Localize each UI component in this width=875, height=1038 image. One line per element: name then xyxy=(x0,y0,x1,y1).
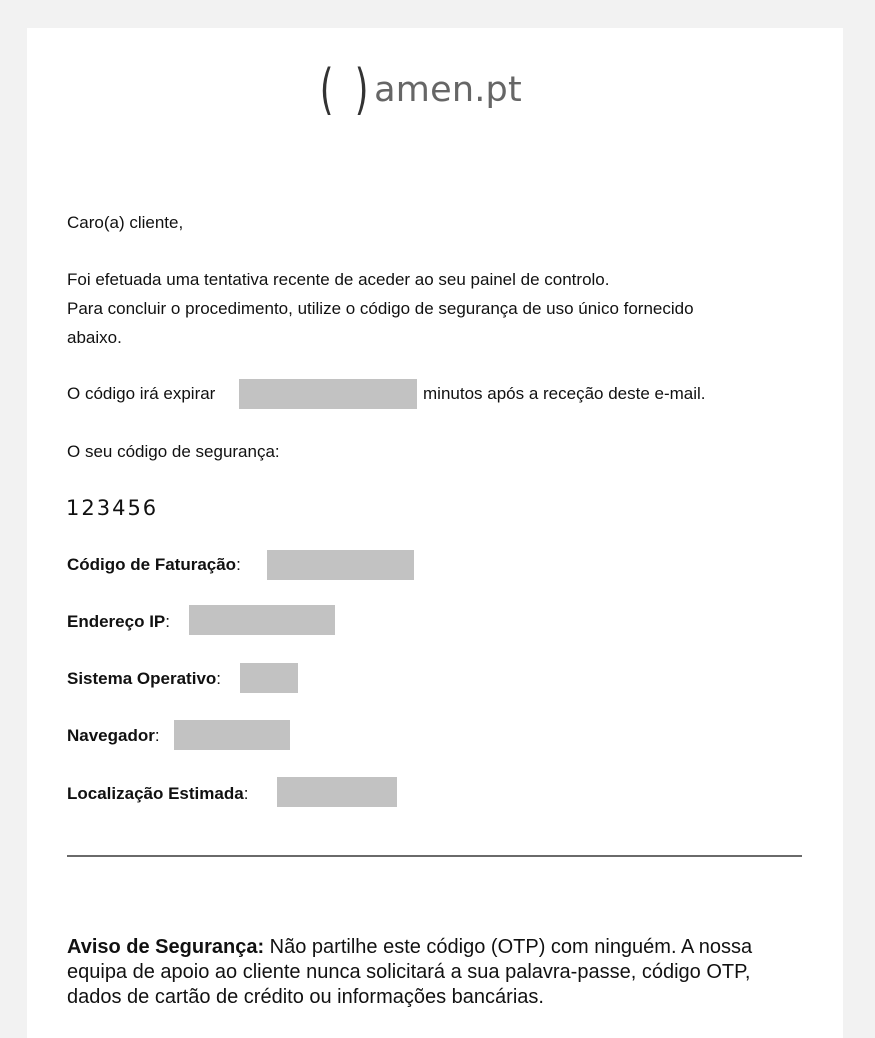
security-code: 123456 xyxy=(66,496,159,520)
redacted-expiry-minutes xyxy=(239,379,417,409)
logo-brand-text: amen.pt xyxy=(374,70,522,110)
redacted-billing-code xyxy=(267,550,414,580)
intro-line-3: abaixo. xyxy=(67,328,122,347)
security-notice-title: Aviso de Segurança: xyxy=(67,936,265,958)
field-sep: : xyxy=(216,669,222,688)
field-label: Localização Estimada xyxy=(67,784,244,803)
redacted-browser xyxy=(174,720,290,750)
field-label: Navegador xyxy=(67,726,155,745)
field-sep: : xyxy=(165,612,170,631)
security-notice-body: Não partilhe este código (OTP) com ninguém. A nossa equipa de apoio ao cliente nunca solicitará a sua palavra-passe, código OTP, dados de cartão de crédito ou informações bancárias. xyxy=(67,936,753,1008)
logo-left-paren: ( xyxy=(319,58,334,121)
field-label: Endereço IP xyxy=(67,612,166,631)
expiry-text-after: minutos após a receção deste e-mail. xyxy=(423,384,706,403)
field-browser xyxy=(67,724,160,748)
field-sep: : xyxy=(243,784,249,803)
email-card xyxy=(27,28,843,1038)
redacted-ip-address xyxy=(189,605,335,635)
field-sep: : xyxy=(236,555,241,574)
field-estimated-location xyxy=(67,782,248,806)
redacted-location xyxy=(277,777,397,807)
redacted-operating-system xyxy=(240,663,298,693)
divider xyxy=(67,855,802,857)
field-billing-code xyxy=(67,553,241,577)
intro-line-2: Para concluir o procedimento, utilize o código de segurança de uso único fornecido xyxy=(67,299,694,318)
greeting: Caro(a) cliente, xyxy=(67,213,184,232)
field-label: Código de Faturação xyxy=(67,555,237,574)
field-operating-system xyxy=(67,667,221,691)
intro-line-1: Foi efetuada uma tentativa recente de aceder ao seu painel de controlo. xyxy=(67,270,610,289)
code-label: O seu código de segurança: xyxy=(67,442,280,461)
field-label: Sistema Operativo xyxy=(67,669,217,688)
amen-logo xyxy=(316,58,522,122)
field-ip-address xyxy=(67,610,170,634)
expiry-text-before: O código irá expirar xyxy=(67,384,216,403)
field-sep: : xyxy=(154,726,160,745)
security-notice xyxy=(67,935,802,1010)
logo-right-paren: ) xyxy=(354,58,369,121)
